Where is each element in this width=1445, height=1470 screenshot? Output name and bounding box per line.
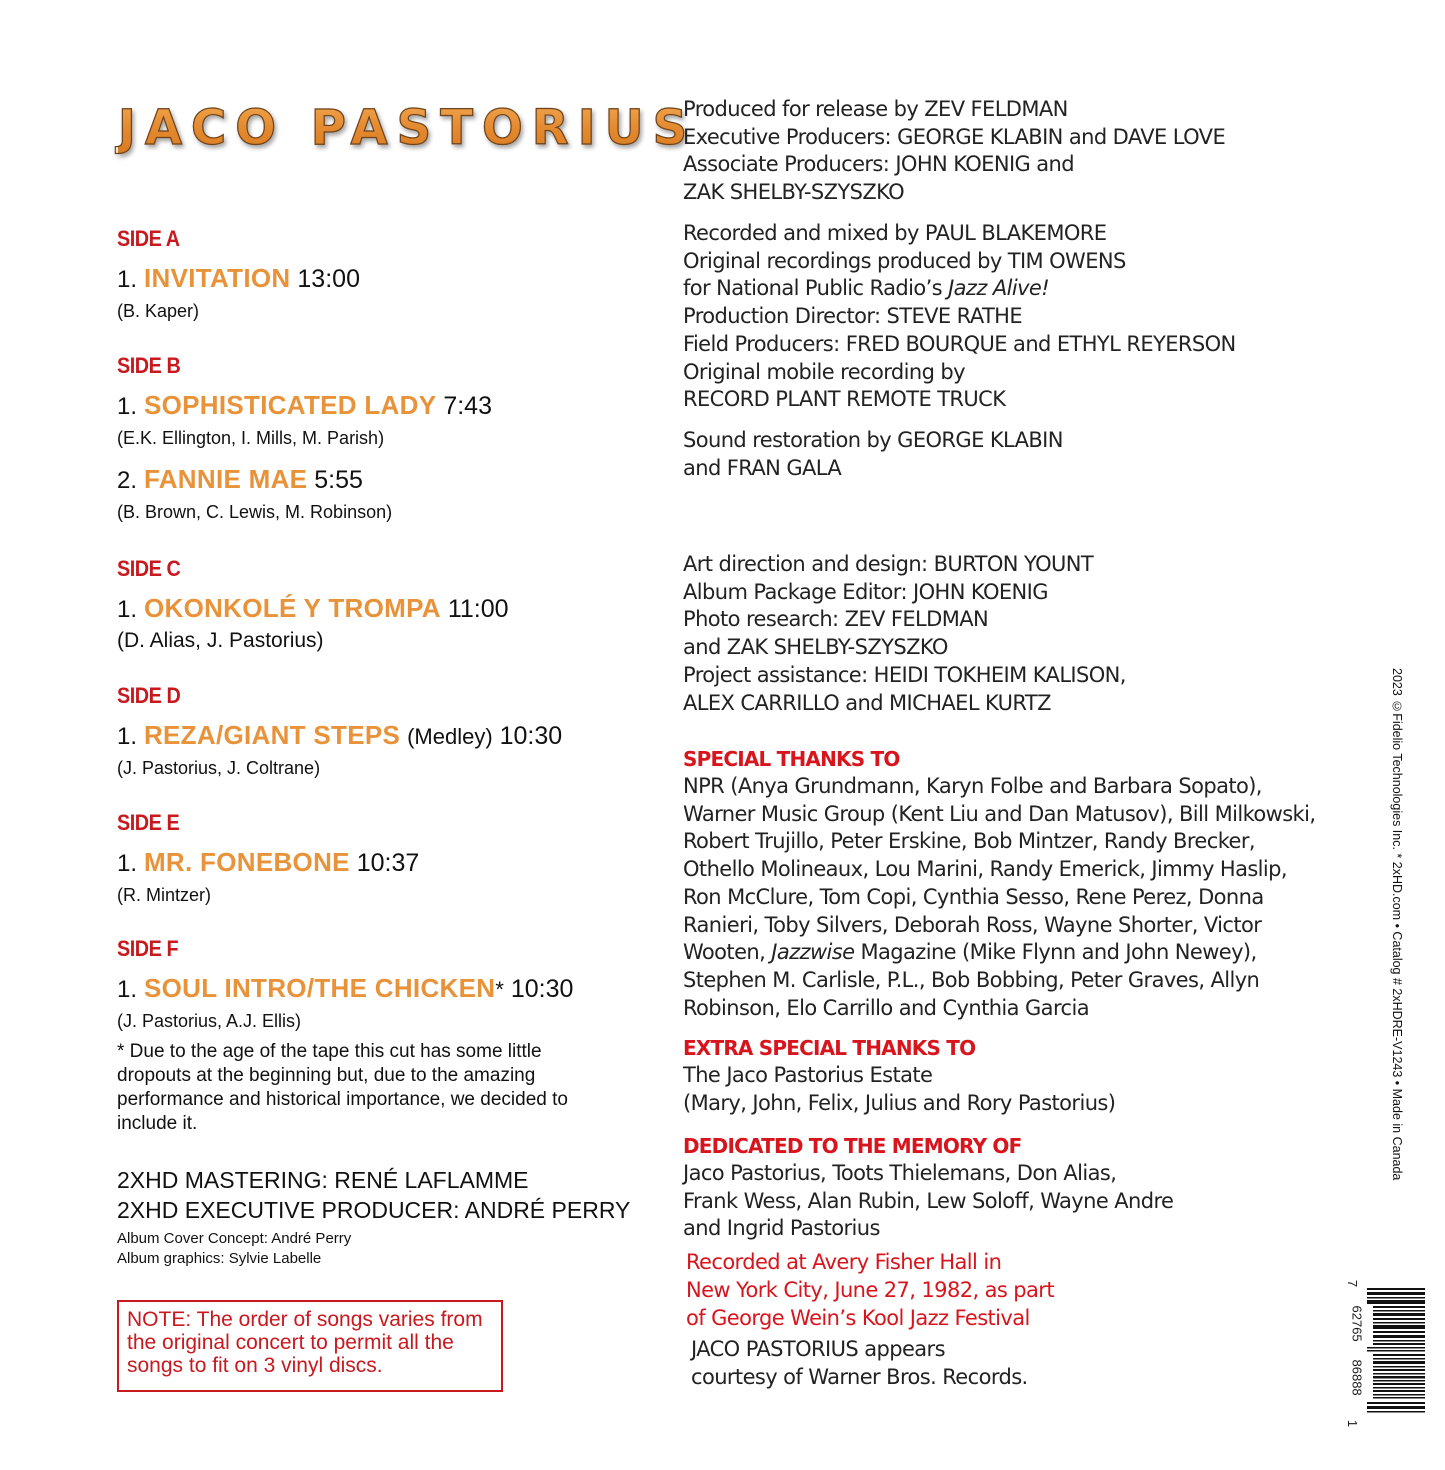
- credit-line: RECORD PLANT REMOTE TRUCK: [683, 387, 1006, 412]
- restoration-credits: [683, 427, 1063, 482]
- track: [117, 593, 509, 625]
- thanks-line: Robinson, Elo Carrillo and Cynthia Garcia: [683, 995, 1089, 1020]
- courtesy-line: courtesy of Warner Bros. Records.: [691, 1364, 1028, 1389]
- barcode-last-digit: 1: [1345, 1419, 1361, 1428]
- thanks-line: Othello Molineaux, Lou Marini, Randy Emerick, Jimmy Haslip,: [683, 857, 1287, 882]
- footnote: * Due to the age of the tape this cut has some little dropouts at the beginning but, due to the amazing performance and historical importance, we decided to include it.: [117, 1041, 568, 1134]
- track-credit: (E.K. Ellington, I. Mills, M. Parish): [117, 428, 385, 448]
- side-label: SIDE C: [117, 556, 181, 581]
- side-a: [117, 225, 360, 323]
- track-credit: (B. Kaper): [117, 301, 200, 321]
- album-title: JACO PASTORIUS: [118, 100, 697, 156]
- mastering-credits: [117, 1165, 630, 1225]
- side-label: SIDE E: [117, 810, 180, 835]
- side-label: SIDE A: [117, 226, 180, 251]
- track-duration: 7:43: [443, 392, 492, 420]
- track-name: INVITATION: [143, 263, 291, 293]
- courtesy-note: [691, 1336, 1028, 1391]
- art-credits: [683, 551, 1126, 717]
- track-credit: (R. Mintzer): [117, 885, 211, 905]
- dedication-line: and Ingrid Pastorius: [683, 1216, 880, 1241]
- cover-concept-line: Album Cover Concept: André Perry: [117, 1230, 352, 1247]
- track-credit: (J. Pastorius, A.J. Ellis): [117, 1011, 302, 1031]
- credit-line: ZAK SHELBY-SZYSZKO: [683, 180, 905, 205]
- dedication: [683, 1132, 1173, 1243]
- dedication-heading: DEDICATED TO THE MEMORY OF: [683, 1134, 1022, 1158]
- thanks-line: Stephen M. Carlisle, P.L., Bob Bobbing, Peter Graves, Allyn: [683, 967, 1260, 992]
- side-label: SIDE D: [117, 683, 181, 708]
- credit-line: Album Package Editor: JOHN KOENIG: [683, 579, 1048, 604]
- side-e: [117, 809, 419, 907]
- credit-line: Project assistance: HEIDI TOKHEIM KALISON,: [683, 662, 1126, 687]
- credit-text: for National Public Radio’s: [683, 276, 949, 301]
- dedication-line: Jaco Pastorius, Toots Thielemans, Don Alias,: [683, 1161, 1117, 1185]
- track-number: 2.: [117, 467, 138, 494]
- track: [117, 464, 492, 496]
- track-number: 1.: [117, 723, 138, 750]
- side-label: SIDE F: [117, 936, 179, 961]
- credit-line: Field Producers: FRED BOURQUE and ETHYL REYERSON: [683, 331, 1236, 356]
- credit-line: Executive Producers: GEORGE KLABIN and DAVE LOVE: [683, 124, 1226, 149]
- thanks-line: Ranieri, Toby Silvers, Deborah Ross, Wayne Shorter, Victor: [683, 912, 1262, 937]
- track-duration: 13:00: [297, 265, 360, 293]
- copyright-catalog-text: 2023 ©Fidelio Technologies Inc. * 2xHD.com • Catalog # 2xHDRE-V1243 • Made in Canada: [1390, 668, 1404, 1181]
- thanks-line: [683, 939, 1315, 967]
- credit-line: Original recordings produced by TIM OWENS: [683, 248, 1126, 273]
- barcode-group-1: 62765: [1349, 1305, 1365, 1342]
- track: [117, 847, 419, 879]
- track-duration: 10:30: [510, 975, 574, 1003]
- track-name: FANNIE MAE: [143, 464, 308, 494]
- location-line: Recorded at Avery Fisher Hall in: [686, 1250, 1002, 1274]
- magazine-name: Jazzwise: [771, 940, 855, 965]
- graphics-line: Album graphics: Sylvie Labelle: [117, 1250, 322, 1267]
- song-order-note: NOTE: The order of songs varies from the original concert to permit all the songs to fit on 3 vinyl discs.: [117, 1300, 503, 1392]
- thanks-line: The Jaco Pastorius Estate: [683, 1063, 933, 1087]
- track-number: 1.: [117, 596, 138, 623]
- track-number: 1.: [117, 393, 138, 420]
- track: [117, 263, 360, 295]
- credit-line: and ZAK SHELBY-SZYSZKO: [683, 635, 948, 660]
- location-line: of George Wein’s Kool Jazz Festival: [686, 1306, 1030, 1330]
- track: [117, 973, 573, 1005]
- credit-line: Art direction and design: BURTON YOUNT: [683, 552, 1094, 576]
- track: [117, 390, 492, 422]
- track-name: MR. FONEBONE: [143, 847, 350, 877]
- recording-location: [686, 1248, 1054, 1332]
- credit-line: Recorded and mixed by PAUL BLAKEMORE: [683, 221, 1107, 245]
- credit-line: Original mobile recording by: [683, 359, 965, 384]
- credit-line: Produced for release by ZEV FELDMAN: [683, 97, 1068, 121]
- credit-line: Photo research: ZEV FELDMAN: [683, 607, 989, 632]
- graphics-credits: [117, 1229, 351, 1269]
- track-duration: 11:00: [447, 595, 509, 623]
- track-name: SOUL INTRO/THE CHICKEN: [143, 973, 496, 1003]
- program-name: Jazz Alive!: [948, 276, 1050, 301]
- side-d: [117, 682, 562, 780]
- credit-line: Sound restoration by GEORGE KLABIN: [683, 428, 1063, 452]
- special-thanks-heading: SPECIAL THANKS TO: [683, 747, 900, 771]
- thanks-line: Warner Music Group (Kent Liu and Dan Matusov), Bill Milkowski,: [683, 801, 1316, 826]
- track-number: 1.: [117, 976, 138, 1003]
- credit-line: ALEX CARRILLO and MICHAEL KURTZ: [683, 690, 1051, 715]
- location-line: New York City, June 27, 1982, as part: [686, 1278, 1054, 1302]
- thanks-line: NPR (Anya Grundmann, Karyn Folbe and Barbara Sopato),: [683, 774, 1262, 798]
- track-credit: (J. Pastorius, J. Coltrane): [117, 758, 321, 778]
- credit-line: and FRAN GALA: [683, 455, 842, 480]
- track-duration: 5:55: [314, 466, 363, 494]
- special-thanks: [683, 745, 1315, 1022]
- extra-special-thanks: [683, 1034, 1115, 1117]
- courtesy-line: JACO PASTORIUS appears: [691, 1337, 945, 1361]
- track: [117, 720, 562, 752]
- barcode-first-digit: 7: [1345, 1279, 1361, 1288]
- credit-line: Production Director: STEVE RATHE: [683, 304, 1023, 329]
- track-name: SOPHISTICATED LADY: [143, 390, 437, 420]
- credit-line: Associate Producers: JOHN KOENIG and: [683, 152, 1074, 177]
- footnote-marker: *: [495, 977, 504, 1002]
- barcode: [1345, 1278, 1425, 1428]
- track-duration: 10:37: [356, 849, 420, 877]
- track-number: 1.: [117, 266, 138, 293]
- track-name: REZA/GIANT STEPS: [143, 720, 401, 750]
- thanks-line: Robert Trujillo, Peter Erskine, Bob Mintzer, Randy Brecker,: [683, 829, 1255, 854]
- track-credit: (D. Alias, J. Pastorius): [117, 629, 324, 652]
- dedication-line: Frank Wess, Alan Rubin, Lew Soloff, Wayne Andre: [683, 1188, 1174, 1213]
- barcode-group-2: 86888: [1349, 1359, 1365, 1396]
- track-duration: 10:30: [499, 722, 563, 750]
- production-credits: [683, 96, 1225, 207]
- side-label: SIDE B: [117, 353, 181, 378]
- side-f: [117, 935, 573, 1033]
- thanks-text: Wooten,: [683, 940, 772, 965]
- track-credit: (B. Brown, C. Lewis, M. Robinson): [117, 502, 393, 522]
- track-note: (Medley): [407, 724, 493, 749]
- thanks-line: Ron McClure, Tom Copi, Cynthia Sesso, Rene Perez, Donna: [683, 884, 1264, 909]
- mastering-line: 2XHD MASTERING: RENÉ LAFLAMME: [117, 1167, 529, 1193]
- barcode-icon: [1345, 1278, 1425, 1428]
- thanks-line: (Mary, John, Felix, Julius and Rory Pastorius): [683, 1090, 1116, 1115]
- thanks-text: Magazine (Mike Flynn and John Newey),: [854, 940, 1257, 965]
- side-b: [117, 352, 492, 524]
- credit-line: [683, 275, 1236, 303]
- extra-thanks-heading: EXTRA SPECIAL THANKS TO: [683, 1036, 976, 1060]
- track-name: OKONKOLÉ Y TROMPA: [143, 593, 441, 623]
- recording-credits: [683, 220, 1236, 414]
- track-number: 1.: [117, 850, 138, 877]
- executive-producer-line: 2XHD EXECUTIVE PRODUCER: ANDRÉ PERRY: [117, 1197, 631, 1223]
- side-c: [117, 555, 509, 653]
